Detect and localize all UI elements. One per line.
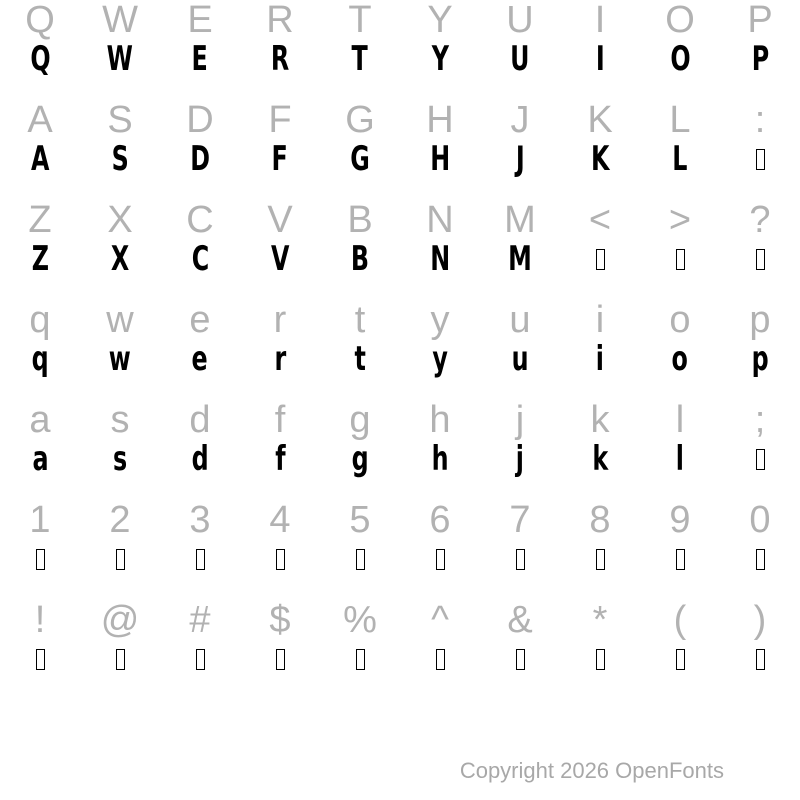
glyph-cell — [400, 644, 480, 700]
reference-char: i — [595, 299, 605, 341]
font-glyph: r — [274, 339, 286, 379]
reference-char: I — [594, 0, 606, 41]
font-glyph: k — [592, 439, 608, 479]
glyph-cell — [400, 544, 480, 600]
reference-char: 6 — [429, 499, 451, 541]
reference-char: P — [747, 0, 773, 41]
glyph-cell — [0, 544, 80, 600]
missing-glyph-box — [276, 649, 285, 670]
glyph-cell — [240, 439, 320, 500]
reference-char: ( — [673, 599, 687, 641]
reference-char: f — [274, 399, 286, 441]
reference-char: 5 — [349, 499, 371, 541]
glyph-cell — [720, 339, 800, 400]
glyph-cell — [480, 644, 560, 700]
glyph-cell — [480, 544, 560, 600]
missing-glyph-box — [596, 549, 605, 570]
glyph-cell — [720, 39, 800, 100]
reference-char: F — [268, 99, 292, 141]
reference-char: D — [186, 99, 214, 141]
glyph-cell — [400, 239, 480, 300]
reference-char: ^ — [431, 599, 449, 641]
font-glyph: t — [354, 339, 366, 379]
reference-char: N — [426, 199, 454, 241]
font-glyph: T — [351, 39, 369, 79]
missing-glyph-box — [516, 649, 525, 670]
missing-glyph-box — [676, 549, 685, 570]
glyph-cell — [160, 239, 240, 300]
font-glyph: f — [274, 439, 286, 479]
reference-char: B — [347, 199, 373, 241]
reference-char: * — [592, 599, 608, 641]
font-glyph: F — [271, 139, 289, 179]
reference-char: A — [27, 99, 53, 141]
glyph-cell — [480, 439, 560, 500]
missing-glyph-box — [36, 649, 45, 670]
font-glyph: Q — [29, 39, 51, 79]
missing-glyph-box — [756, 649, 765, 670]
missing-glyph-box — [356, 649, 365, 670]
glyph-cell — [400, 39, 480, 100]
reference-line — [0, 200, 800, 244]
font-glyph: N — [430, 239, 450, 279]
glyph-cell — [0, 644, 80, 700]
missing-glyph-box — [356, 549, 365, 570]
font-glyph: q — [31, 339, 49, 379]
font-glyph: h — [431, 439, 449, 479]
reference-char: s — [110, 399, 130, 441]
font-glyph: l — [675, 439, 685, 479]
glyph-cell — [480, 239, 560, 300]
font-glyph: D — [190, 139, 210, 179]
glyph-cell — [240, 339, 320, 400]
font-glyph: M — [508, 239, 532, 279]
font-glyph: X — [110, 239, 130, 279]
font-glyph: Z — [31, 239, 49, 279]
character-row-uppercase-home — [0, 100, 800, 200]
glyph-line — [0, 439, 800, 500]
reference-char: w — [106, 299, 134, 341]
glyph-cell — [0, 139, 80, 200]
reference-char: u — [509, 299, 531, 341]
font-glyph: S — [111, 139, 129, 179]
missing-glyph-box — [276, 549, 285, 570]
glyph-cell — [560, 139, 640, 200]
missing-glyph-box — [756, 249, 765, 270]
missing-glyph-box — [196, 549, 205, 570]
glyph-cell — [640, 244, 720, 300]
missing-glyph-box — [116, 649, 125, 670]
glyph-cell — [80, 544, 160, 600]
missing-glyph-box — [676, 649, 685, 670]
character-row-uppercase-top — [0, 0, 800, 100]
glyph-cell — [0, 339, 80, 400]
font-glyph: C — [191, 239, 209, 279]
glyph-cell — [640, 544, 720, 600]
reference-char: h — [429, 399, 451, 441]
glyph-cell — [320, 439, 400, 500]
character-row-symbols — [0, 600, 800, 700]
glyph-cell — [640, 644, 720, 700]
font-glyph: w — [108, 339, 131, 379]
missing-glyph-box — [756, 149, 765, 170]
glyph-cell — [640, 39, 720, 100]
missing-glyph-box — [196, 649, 205, 670]
glyph-cell — [560, 544, 640, 600]
glyph-cell — [720, 244, 800, 300]
font-glyph: H — [430, 139, 450, 179]
font-glyph: O — [669, 39, 691, 79]
reference-line — [0, 400, 800, 444]
reference-char: 8 — [589, 499, 611, 541]
reference-char: a — [29, 399, 51, 441]
reference-char: e — [189, 299, 211, 341]
reference-char: 1 — [29, 499, 51, 541]
glyph-cell — [720, 144, 800, 200]
glyph-cell — [80, 239, 160, 300]
missing-glyph-box — [676, 249, 685, 270]
glyph-cell — [400, 139, 480, 200]
glyph-cell — [240, 39, 320, 100]
reference-char: q — [29, 299, 51, 341]
reference-char: p — [749, 299, 771, 341]
font-glyph: g — [351, 439, 369, 479]
glyph-cell — [720, 444, 800, 500]
reference-char: 9 — [669, 499, 691, 541]
glyph-cell — [640, 139, 720, 200]
glyph-cell — [480, 139, 560, 200]
glyph-cell — [80, 339, 160, 400]
font-glyph: y — [432, 339, 448, 379]
reference-line — [0, 300, 800, 344]
reference-char: < — [588, 199, 612, 241]
font-glyph: J — [515, 139, 525, 179]
glyph-cell — [240, 644, 320, 700]
glyph-cell — [80, 139, 160, 200]
font-glyph: o — [671, 339, 689, 379]
glyph-cell — [720, 644, 800, 700]
glyph-cell — [320, 139, 400, 200]
glyph-cell — [0, 439, 80, 500]
font-glyph: e — [191, 339, 209, 379]
reference-char: ; — [754, 399, 766, 441]
glyph-line — [0, 239, 800, 300]
glyph-cell — [560, 339, 640, 400]
reference-char: 0 — [749, 499, 771, 541]
glyph-cell — [240, 139, 320, 200]
reference-char: G — [345, 99, 375, 141]
reference-char: J — [510, 99, 530, 141]
character-row-uppercase-bottom — [0, 200, 800, 300]
glyph-cell — [0, 239, 80, 300]
reference-char: L — [669, 99, 691, 141]
reference-char: y — [430, 299, 450, 341]
font-glyph: E — [191, 39, 209, 79]
reference-char: $ — [269, 599, 291, 641]
glyph-cell — [160, 439, 240, 500]
glyph-cell — [240, 544, 320, 600]
glyph-line — [0, 139, 800, 200]
reference-char: ? — [749, 199, 771, 241]
reference-line — [0, 600, 800, 644]
reference-char: 4 — [269, 499, 291, 541]
reference-char: 2 — [109, 499, 131, 541]
reference-char: Z — [28, 199, 52, 241]
glyph-cell — [320, 544, 400, 600]
reference-char: k — [590, 399, 610, 441]
font-glyph: V — [270, 239, 290, 279]
reference-char: H — [426, 99, 454, 141]
font-glyph: a — [31, 439, 49, 479]
reference-char: % — [343, 599, 377, 641]
missing-glyph-box — [756, 549, 765, 570]
missing-glyph-box — [596, 649, 605, 670]
reference-char: t — [354, 299, 366, 341]
reference-char: > — [668, 199, 692, 241]
copyright-text: Copyright 2026 OpenFonts — [459, 758, 724, 783]
glyph-cell — [720, 544, 800, 600]
glyph-cell — [560, 244, 640, 300]
glyph-cell — [400, 439, 480, 500]
glyph-cell — [80, 644, 160, 700]
glyph-cell — [320, 339, 400, 400]
glyph-cell — [0, 39, 80, 100]
glyph-cell — [160, 644, 240, 700]
glyph-cell — [80, 439, 160, 500]
reference-char: X — [107, 199, 133, 241]
reference-char: E — [187, 0, 213, 41]
reference-char: K — [587, 99, 613, 141]
reference-line — [0, 500, 800, 544]
reference-char: Y — [427, 0, 453, 41]
glyph-cell — [320, 644, 400, 700]
font-glyph: R — [270, 39, 290, 79]
glyph-line — [0, 39, 800, 100]
glyph-cell — [80, 39, 160, 100]
font-glyph: U — [510, 39, 530, 79]
font-glyph: B — [350, 239, 370, 279]
glyph-cell — [560, 644, 640, 700]
font-glyph: p — [751, 339, 769, 379]
glyph-cell — [480, 339, 560, 400]
reference-char: U — [506, 0, 534, 41]
reference-char: M — [504, 199, 536, 241]
reference-char: & — [507, 599, 533, 641]
reference-char: R — [266, 0, 294, 41]
font-glyph: I — [595, 39, 605, 79]
font-glyph: i — [595, 339, 605, 379]
reference-char: g — [349, 399, 371, 441]
glyph-cell — [240, 239, 320, 300]
font-glyph: A — [30, 139, 50, 179]
font-glyph: s — [112, 439, 128, 479]
reference-char: Q — [25, 0, 55, 41]
missing-glyph-box — [756, 449, 765, 470]
reference-char: l — [675, 399, 685, 441]
reference-char: ! — [34, 599, 46, 641]
glyph-cell — [480, 39, 560, 100]
glyph-cell — [560, 439, 640, 500]
reference-char: 3 — [189, 499, 211, 541]
reference-char: 7 — [509, 499, 531, 541]
reference-char: # — [189, 599, 211, 641]
font-glyph: W — [106, 39, 134, 79]
character-row-lowercase-top — [0, 300, 800, 400]
glyph-cell — [160, 339, 240, 400]
glyph-line — [0, 644, 800, 700]
font-glyph: u — [511, 339, 529, 379]
glyph-line — [0, 544, 800, 600]
reference-line — [0, 0, 800, 44]
reference-char: : — [754, 99, 766, 141]
reference-char: ) — [753, 599, 767, 641]
reference-char: S — [107, 99, 133, 141]
character-row-lowercase-home — [0, 400, 800, 500]
reference-char: T — [348, 0, 372, 41]
font-glyph: G — [350, 139, 370, 179]
missing-glyph-box — [436, 549, 445, 570]
reference-char: W — [102, 0, 138, 41]
reference-char: d — [189, 399, 211, 441]
reference-char: j — [515, 399, 525, 441]
font-glyph: P — [751, 39, 769, 79]
missing-glyph-box — [516, 549, 525, 570]
glyph-cell — [320, 39, 400, 100]
font-glyph: j — [515, 439, 525, 479]
glyph-cell — [320, 239, 400, 300]
reference-line — [0, 100, 800, 144]
glyph-cell — [560, 39, 640, 100]
reference-char: O — [665, 0, 695, 41]
font-glyph: d — [191, 439, 209, 479]
glyph-line — [0, 339, 800, 400]
reference-char: C — [186, 199, 214, 241]
glyph-cell — [160, 39, 240, 100]
reference-char: r — [273, 299, 287, 341]
glyph-cell — [160, 139, 240, 200]
glyph-cell — [640, 439, 720, 500]
missing-glyph-box — [36, 549, 45, 570]
glyph-cell — [640, 339, 720, 400]
reference-char: o — [669, 299, 691, 341]
glyph-cell — [400, 339, 480, 400]
missing-glyph-box — [436, 649, 445, 670]
reference-char: @ — [100, 599, 140, 641]
glyph-cell — [160, 544, 240, 600]
font-glyph: L — [672, 139, 688, 179]
missing-glyph-box — [596, 249, 605, 270]
missing-glyph-box — [116, 549, 125, 570]
reference-char: V — [267, 199, 293, 241]
font-glyph: Y — [431, 39, 449, 79]
font-glyph: K — [590, 139, 610, 179]
character-row-digits — [0, 500, 800, 600]
